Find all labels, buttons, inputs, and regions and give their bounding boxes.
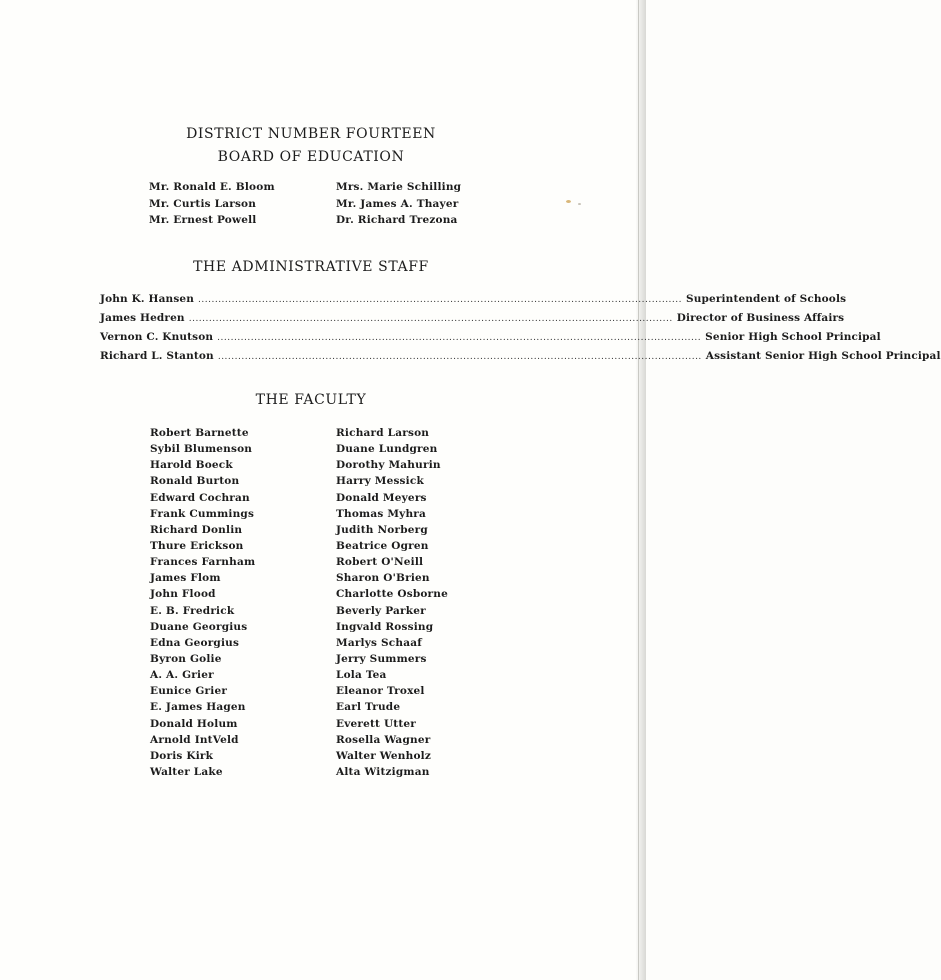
faculty-name: Walter Wenholz: [336, 749, 432, 762]
faculty-name: Rosella Wagner: [336, 733, 431, 746]
faculty-name: Richard Larson: [336, 427, 430, 439]
faculty-name: Byron Golie: [150, 652, 222, 665]
admin-title: Superintendent of Schools: [686, 293, 847, 305]
admin-name: James Hedren: [100, 312, 185, 324]
faculty-name: Walter Lake: [150, 765, 223, 778]
faculty-name: Judith Norberg: [336, 523, 428, 536]
faculty-name: Frances Farnham: [150, 556, 256, 569]
faculty-name: Earl Trude: [336, 701, 401, 714]
faculty-name: Duane Lundgren: [336, 443, 438, 456]
admin-row: [100, 290, 847, 309]
faculty-column-right: [336, 425, 448, 780]
board-member: Mr. James A. Thayer: [336, 197, 459, 210]
faculty-name: Thure Erickson: [150, 539, 244, 552]
leader-dots: ................................................................................................................................................: [198, 295, 682, 305]
page-edge-line: [638, 0, 639, 980]
faculty-name: Robert Barnette: [150, 427, 249, 439]
faculty-name: Edward Cochran: [150, 491, 250, 504]
board-member: Mrs. Marie Schilling: [336, 181, 462, 193]
faculty-name: Dorothy Mahurin: [336, 459, 441, 472]
faculty-name: Lola Tea: [336, 669, 387, 682]
faculty-name: A. A. Grier: [150, 669, 214, 682]
faculty-name: Sybil Blumenson: [150, 443, 253, 456]
board-heading-line2: BOARD OF EDUCATION: [217, 149, 405, 165]
board-member: Mr. Curtis Larson: [149, 197, 257, 210]
faculty-name: Arnold IntVeld: [150, 733, 239, 746]
board-heading-line1: DISTRICT NUMBER FOURTEEN: [186, 126, 436, 142]
faculty-name: Sharon O'Brien: [336, 572, 430, 585]
admin-row: [100, 328, 881, 347]
admin-title: Director of Business Affairs: [676, 312, 845, 324]
faculty-name: Eleanor Troxel: [336, 685, 425, 698]
faculty-heading: THE FACULTY: [255, 392, 367, 408]
faculty-name: Thomas Myhra: [336, 507, 427, 520]
faculty-name: Harry Messick: [336, 475, 424, 488]
board-member: Mr. Ronald E. Bloom: [149, 181, 275, 193]
faculty-name: James Flom: [150, 572, 221, 585]
faculty-name: Beverly Parker: [336, 604, 426, 617]
faculty-name: Duane Georgius: [150, 620, 248, 633]
faculty-name: Charlotte Osborne: [336, 588, 449, 601]
admin-name: John K. Hansen: [100, 293, 195, 305]
faculty-name: Beatrice Ogren: [336, 539, 429, 552]
faculty-name: Frank Cummings: [150, 507, 255, 520]
faculty-name: Eunice Grier: [150, 685, 228, 698]
admin-name: Vernon C. Knutson: [100, 331, 214, 343]
faculty-name: Marlys Schaaf: [336, 636, 422, 649]
paper-smudge: [578, 203, 581, 205]
faculty-name: Edna Georgius: [150, 636, 240, 649]
faculty-name: Robert O'Neill: [336, 556, 424, 569]
faculty-name: Ingvald Rossing: [336, 620, 434, 633]
admin-title: Assistant Senior High School Principal: [705, 350, 941, 362]
leader-dots: ................................................................................................................................................: [217, 333, 702, 343]
faculty-name: Jerry Summers: [336, 652, 427, 665]
faculty-name: Everett Utter: [336, 717, 417, 730]
paper-smudge: [566, 200, 571, 203]
faculty-name: Donald Meyers: [336, 491, 427, 504]
faculty-name: Doris Kirk: [150, 749, 214, 762]
faculty-name: Donald Holum: [150, 717, 238, 730]
faculty-name: Alta Witzigman: [336, 765, 430, 778]
admin-title: Senior High School Principal: [705, 331, 881, 343]
faculty-name: Ronald Burton: [150, 475, 240, 488]
board-member: Dr. Richard Trezona: [336, 214, 458, 226]
leader-dots: ................................................................................................................................................: [188, 314, 673, 324]
board-members-left: [149, 179, 275, 229]
faculty-name: Richard Donlin: [150, 523, 243, 536]
board-member: Mr. Ernest Powell: [149, 214, 257, 226]
admin-name: Richard L. Stanton: [100, 350, 214, 362]
leader-dots: ................................................................................................................................................: [217, 352, 702, 362]
faculty-name: E. James Hagen: [150, 701, 246, 714]
admin-row: [100, 347, 941, 366]
admin-row: [100, 309, 845, 328]
faculty-name: Harold Boeck: [150, 459, 233, 472]
admin-staff-list: [100, 290, 941, 366]
faculty-name: E. B. Fredrick: [150, 604, 235, 617]
faculty-name: John Flood: [150, 588, 216, 601]
board-members-right: [336, 179, 461, 229]
admin-heading: THE ADMINISTRATIVE STAFF: [193, 259, 429, 275]
faculty-column-left: [150, 425, 255, 780]
